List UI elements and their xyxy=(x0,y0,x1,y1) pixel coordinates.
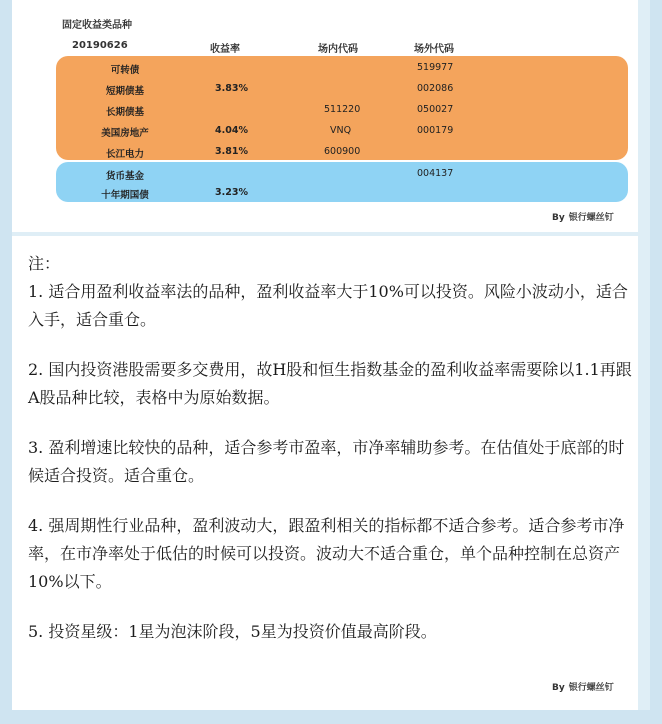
row-name: 短期债基 xyxy=(105,86,144,97)
bottom-frame xyxy=(0,710,662,724)
brand-name: 银行螺丝钉 xyxy=(568,683,614,693)
table-card xyxy=(12,0,638,232)
row-code-out: 000179 xyxy=(417,125,454,136)
note-item-4: 4. 强周期性行业品种，盈利波动大，跟盈利相关的指标都不适合参考。适合参考市净率，在市净率处于低估的时候可以投资。波动大不适合重仓，单个品种控制在总资产10%以下。 xyxy=(28,516,625,591)
row-code-in: VNQ xyxy=(330,125,352,136)
notes-title: 注： xyxy=(28,254,61,273)
left-frame xyxy=(0,0,12,724)
row-name: 货币基金 xyxy=(105,171,144,182)
row-yield: 3.23% xyxy=(215,187,248,198)
note-item-2: 2. 国内投资港股需要多交费用，故H股和恒生指数基金的盈利收益率需要除以1.1再跟A股品种比较，表格中为原始数据。 xyxy=(28,360,632,407)
brand-mark-bottom xyxy=(552,680,614,693)
note-item-3: 3. 盈利增速比较快的品种，适合参考市盈率，市净率辅助参考。在估值处于底部的时候适合投资。适合重仓。 xyxy=(28,438,625,485)
row-yield: 3.83% xyxy=(215,83,248,94)
row-name: 长期债基 xyxy=(105,107,144,118)
row-code-out: 050027 xyxy=(417,104,454,115)
row-name: 美国房地产 xyxy=(101,128,149,139)
row-code-out: 519977 xyxy=(417,62,454,73)
row-code-out: 004137 xyxy=(417,168,454,179)
row-name: 长江电力 xyxy=(105,149,144,160)
row-code-in: 511220 xyxy=(324,104,361,115)
note-item-1: 1. 适合用盈利收益率法的品种，盈利收益率大于10%可以投资。风险小波动小，适合入手，适合重仓。 xyxy=(28,282,628,329)
header-code-in: 场内代码 xyxy=(318,44,358,55)
row-name: 可转债 xyxy=(110,65,140,76)
table-title: 固定收益类品种 xyxy=(62,20,132,31)
row-code-out: 002086 xyxy=(417,83,454,94)
row-yield: 3.81% xyxy=(215,146,248,157)
brand-by: By xyxy=(552,683,565,693)
right-frame xyxy=(650,0,662,724)
row-code-in: 600900 xyxy=(324,146,361,157)
brand-by: By xyxy=(552,213,565,223)
row-name: 十年期国债 xyxy=(101,190,149,201)
table-date: 20190626 xyxy=(72,40,128,51)
header-code-out: 场外代码 xyxy=(414,44,454,55)
brand-name: 银行螺丝钉 xyxy=(568,213,614,223)
note-item-5: 5. 投资星级：1星为泡沫阶段，5星为投资价值最高阶段。 xyxy=(28,622,437,641)
header-yield: 收益率 xyxy=(210,44,240,55)
row-yield: 4.04% xyxy=(215,125,248,136)
notes-section xyxy=(22,250,634,668)
brand-mark xyxy=(552,210,614,223)
